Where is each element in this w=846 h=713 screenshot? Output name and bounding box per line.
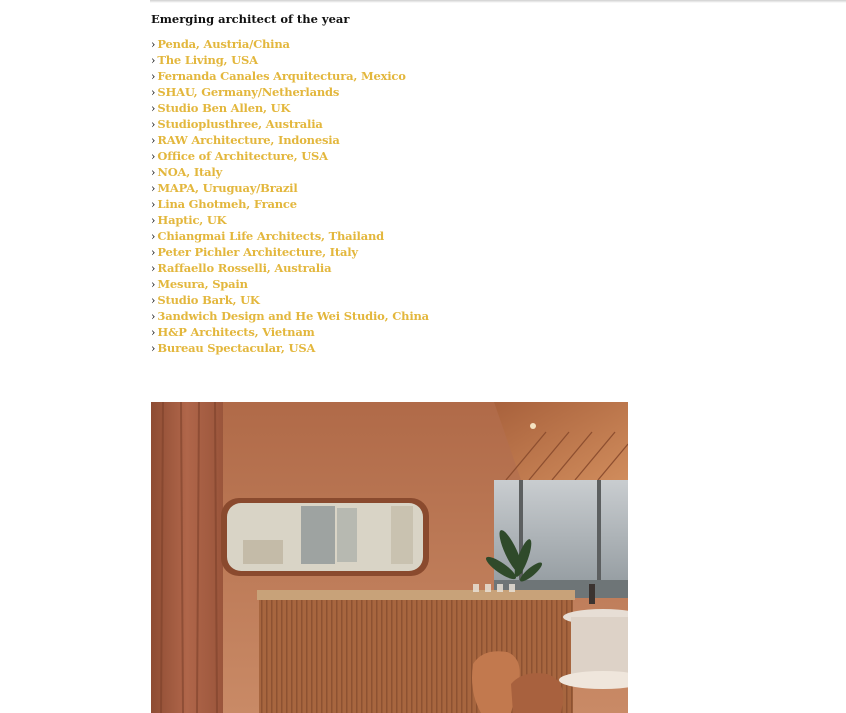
list-item <box>151 244 429 260</box>
chevron-right-icon: › <box>151 342 156 355</box>
chevron-right-icon: › <box>151 118 156 131</box>
chevron-right-icon: › <box>151 246 156 259</box>
nominee-link[interactable]: RAW Architecture, Indonesia <box>157 133 340 147</box>
list-item <box>151 68 429 84</box>
chevron-right-icon: › <box>151 166 156 179</box>
nominee-link[interactable]: Lina Ghotmeh, France <box>157 197 297 211</box>
chevron-right-icon: › <box>151 198 156 211</box>
nominee-link[interactable]: SHAU, Germany/Netherlands <box>157 85 340 99</box>
list-item <box>151 292 429 308</box>
list-item <box>151 340 429 356</box>
list-item <box>151 228 429 244</box>
list-item <box>151 180 429 196</box>
chevron-right-icon: › <box>151 102 156 115</box>
chevron-right-icon: › <box>151 310 156 323</box>
list-item <box>151 84 429 100</box>
chevron-right-icon: › <box>151 54 156 67</box>
list-item <box>151 148 429 164</box>
list-item <box>151 260 429 276</box>
nominee-list <box>151 36 429 356</box>
restaurant-interior-photo <box>151 402 628 713</box>
list-item <box>151 100 429 116</box>
nominee-link[interactable]: The Living, USA <box>157 53 258 67</box>
nominee-link[interactable]: H&P Architects, Vietnam <box>157 325 315 339</box>
chevron-right-icon: › <box>151 294 156 307</box>
nominee-link[interactable]: MAPA, Uruguay/Brazil <box>157 181 298 195</box>
list-item <box>151 164 429 180</box>
list-item <box>151 36 429 52</box>
list-item <box>151 308 429 324</box>
chevron-right-icon: › <box>151 182 156 195</box>
nominee-link[interactable]: 3andwich Design and He Wei Studio, China <box>157 309 429 323</box>
nominee-link[interactable]: Penda, Austria/China <box>157 37 290 51</box>
chevron-right-icon: › <box>151 70 156 83</box>
list-item <box>151 52 429 68</box>
nominee-link[interactable]: Studioplusthree, Australia <box>157 117 323 131</box>
chevron-right-icon: › <box>151 230 156 243</box>
section-heading: Emerging architect of the year <box>151 12 350 26</box>
chevron-right-icon: › <box>151 262 156 275</box>
nominee-link[interactable]: Haptic, UK <box>157 213 227 227</box>
nominee-link[interactable]: Office of Architecture, USA <box>157 149 328 163</box>
chevron-right-icon: › <box>151 150 156 163</box>
nominee-link[interactable]: Bureau Spectacular, USA <box>157 341 316 355</box>
nominee-link[interactable]: Studio Ben Allen, UK <box>157 101 291 115</box>
chevron-right-icon: › <box>151 278 156 291</box>
list-item <box>151 116 429 132</box>
list-item <box>151 196 429 212</box>
nominee-link[interactable]: Fernanda Canales Arquitectura, Mexico <box>157 69 406 83</box>
nominee-link[interactable]: NOA, Italy <box>157 165 223 179</box>
chevron-right-icon: › <box>151 134 156 147</box>
list-item <box>151 324 429 340</box>
list-item <box>151 212 429 228</box>
list-item <box>151 276 429 292</box>
nominee-link[interactable]: Studio Bark, UK <box>157 293 260 307</box>
chevron-right-icon: › <box>151 214 156 227</box>
nominee-link[interactable]: Peter Pichler Architecture, Italy <box>157 245 358 259</box>
nominee-link[interactable]: Chiangmai Life Architects, Thailand <box>157 229 384 243</box>
header-shadow-divider <box>150 0 846 3</box>
nominee-link[interactable]: Mesura, Spain <box>157 277 248 291</box>
chevron-right-icon: › <box>151 38 156 51</box>
chevron-right-icon: › <box>151 326 156 339</box>
nominee-link[interactable]: Raffaello Rosselli, Australia <box>157 261 332 275</box>
list-item <box>151 132 429 148</box>
chevron-right-icon: › <box>151 86 156 99</box>
